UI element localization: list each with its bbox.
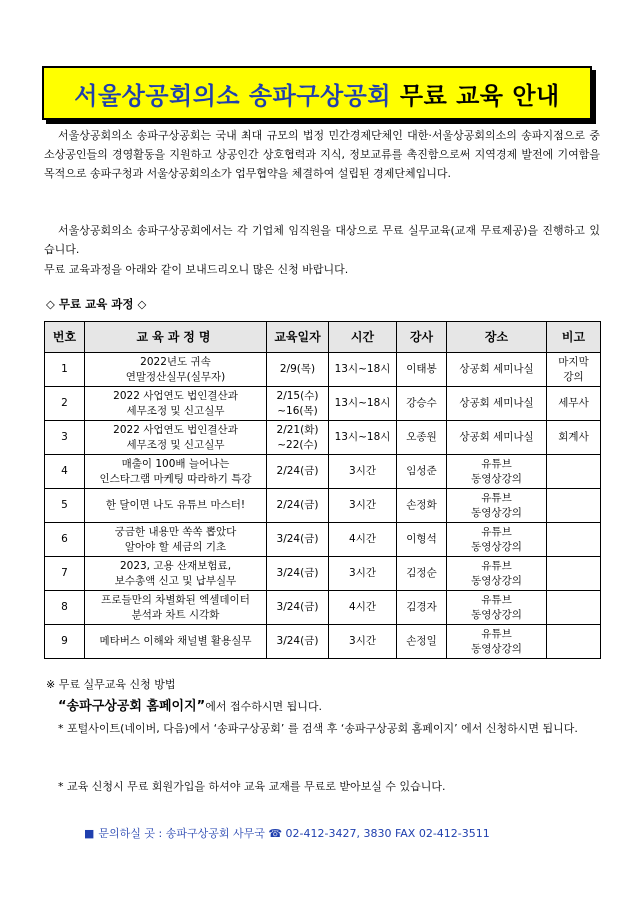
cell-time: 4시간	[329, 591, 397, 625]
table-row	[45, 489, 601, 523]
contact-text: 문의하실 곳 : 송파구상공회 사무국 ☎ 02-412-3427, 3830 FAX 02-412-3511	[98, 827, 490, 840]
cell-time: 3시간	[329, 625, 397, 659]
table-row	[45, 625, 601, 659]
cell-date: 2/24(금)	[267, 489, 329, 523]
square-bullet-icon: ■	[84, 827, 95, 840]
table-header-row	[45, 322, 601, 353]
cell-place: 상공회 세미나실	[447, 421, 547, 455]
intro-paragraph-2: 서울상공회의소 송파구상공회에서는 각 기업체 임직원을 대상으로 무료 실무교육(교재 무료제공)을 진행하고 있습니다.	[44, 224, 600, 256]
cell-lecturer: 이형석	[397, 523, 447, 557]
table-row	[45, 591, 601, 625]
cell-time: 3시간	[329, 557, 397, 591]
cell-date: 2/9(목)	[267, 353, 329, 387]
cell-date: 3/24(금)	[267, 523, 329, 557]
cell-place: 유튜브 동영상강의	[447, 557, 547, 591]
table-row	[45, 421, 601, 455]
section-title: ◇ 무료 교육 과정 ◇	[46, 297, 147, 311]
cell-place: 유튜브 동영상강의	[447, 489, 547, 523]
cell-note	[547, 591, 601, 625]
title-organization: 서울상공회의소 송파구상공회	[74, 81, 392, 110]
header-note: 비고	[547, 322, 601, 353]
header-no: 번호	[45, 322, 85, 353]
cell-place: 유튜브 동영상강의	[447, 523, 547, 557]
table-row	[45, 523, 601, 557]
course-table	[44, 321, 601, 659]
cell-note: 회계사	[547, 421, 601, 455]
cell-time: 13시~18시	[329, 421, 397, 455]
cell-time: 3시간	[329, 455, 397, 489]
intro-paragraph-3: 무료 교육과정을 아래와 같이 보내드리오니 많은 신청 바랍니다.	[44, 263, 349, 276]
cell-date: 2/24(금)	[267, 455, 329, 489]
cell-time: 4시간	[329, 523, 397, 557]
header-place: 장소	[447, 322, 547, 353]
cell-lecturer: 손정화	[397, 489, 447, 523]
title-subject: 무료 교육 안내	[399, 81, 560, 110]
intro-paragraph-1: 서울상공회의소 송파구상공회는 국내 최대 규모의 법정 민간경제단체인 대한·서울상공회의소의 송파지점으로 중소상공인들의 경영활동을 지원하고 상공인간 상호협력과 지식, 정보교류를 촉진함으로써 지역경제 발전에 기여함을 목적으로 송파구청과 서울상공회의소가 업무협약을 체결하여 설립된 경제단체입니다.	[44, 129, 600, 180]
cell-lecturer: 김경자	[397, 591, 447, 625]
title-banner	[42, 66, 592, 120]
cell-course-name: 메타버스 이해와 채널별 활용실무	[85, 625, 267, 659]
cell-note	[547, 523, 601, 557]
contact-info	[84, 825, 490, 841]
cell-lecturer: 임성준	[397, 455, 447, 489]
cell-lecturer: 손정일	[397, 625, 447, 659]
apply-note-membership: * 교육 신청시 무료 회원가입을 하셔야 교육 교재를 무료로 받아보실 수 있습니다.	[58, 780, 446, 793]
cell-no: 1	[45, 353, 85, 387]
cell-no: 3	[45, 421, 85, 455]
table-row	[45, 353, 601, 387]
cell-no: 2	[45, 387, 85, 421]
cell-lecturer: 이태봉	[397, 353, 447, 387]
header-time: 시간	[329, 322, 397, 353]
table-row	[45, 387, 601, 421]
cell-lecturer: 강승수	[397, 387, 447, 421]
cell-course-name: 2022 사업연도 법인결산과 세무조정 및 신고실무	[85, 387, 267, 421]
table-row	[45, 455, 601, 489]
course-table-body	[45, 353, 601, 659]
cell-no: 7	[45, 557, 85, 591]
cell-note	[547, 625, 601, 659]
cell-place: 유튜브 동영상강의	[447, 591, 547, 625]
cell-no: 4	[45, 455, 85, 489]
apply-note-portal: * 포털사이트(네이버, 다음)에서 ‘송파구상공회’ 를 검색 후 ‘송파구상공회 홈페이지’ 에서 신청하시면 됩니다.	[58, 722, 578, 735]
cell-time: 13시~18시	[329, 387, 397, 421]
cell-lecturer: 오종원	[397, 421, 447, 455]
cell-note: 세무사	[547, 387, 601, 421]
cell-date: 2/21(화) ~22(수)	[267, 421, 329, 455]
cell-no: 8	[45, 591, 85, 625]
table-row	[45, 557, 601, 591]
cell-course-name: 궁금한 내용만 쏙쏙 뽑았다 알아야 할 세금의 기초	[85, 523, 267, 557]
cell-no: 5	[45, 489, 85, 523]
page-title	[74, 76, 559, 111]
cell-no: 6	[45, 523, 85, 557]
cell-course-name: 2022 사업연도 법인결산과 세무조정 및 신고실무	[85, 421, 267, 455]
apply-heading: ※ 무료 실무교육 신청 방법	[46, 678, 176, 691]
header-date: 교육일자	[267, 322, 329, 353]
cell-note	[547, 489, 601, 523]
cell-lecturer: 김정순	[397, 557, 447, 591]
cell-time: 13시~18시	[329, 353, 397, 387]
cell-date: 2/15(수) ~16(목)	[267, 387, 329, 421]
cell-no: 9	[45, 625, 85, 659]
homepage-name: “송파구상공회 홈페이지”	[58, 699, 206, 714]
cell-date: 3/24(금)	[267, 591, 329, 625]
apply-homepage-line	[58, 695, 322, 714]
header-course-name: 교육과정명	[85, 322, 267, 353]
cell-course-name: 프로들만의 차별화된 엑셀데이터 분석과 차트 시각화	[85, 591, 267, 625]
cell-course-name: 2022년도 귀속 연말정산실무(실무자)	[85, 353, 267, 387]
cell-place: 상공회 세미나실	[447, 353, 547, 387]
cell-date: 3/24(금)	[267, 625, 329, 659]
cell-course-name: 2023, 고용 산재보험료, 보수총액 신고 및 납부실무	[85, 557, 267, 591]
cell-note: 마지막 강의	[547, 353, 601, 387]
cell-time: 3시간	[329, 489, 397, 523]
cell-place: 유튜브 동영상강의	[447, 625, 547, 659]
cell-note	[547, 557, 601, 591]
header-lecturer: 강사	[397, 322, 447, 353]
cell-course-name: 매출이 100배 늘어나는 인스타그램 마케팅 따라하기 특강	[85, 455, 267, 489]
cell-place: 상공회 세미나실	[447, 387, 547, 421]
cell-date: 3/24(금)	[267, 557, 329, 591]
homepage-suffix: 에서 접수하시면 됩니다.	[205, 700, 322, 713]
cell-note	[547, 455, 601, 489]
cell-place: 유튜브 동영상강의	[447, 455, 547, 489]
cell-course-name: 한 달이면 나도 유튜브 마스터!	[85, 489, 267, 523]
